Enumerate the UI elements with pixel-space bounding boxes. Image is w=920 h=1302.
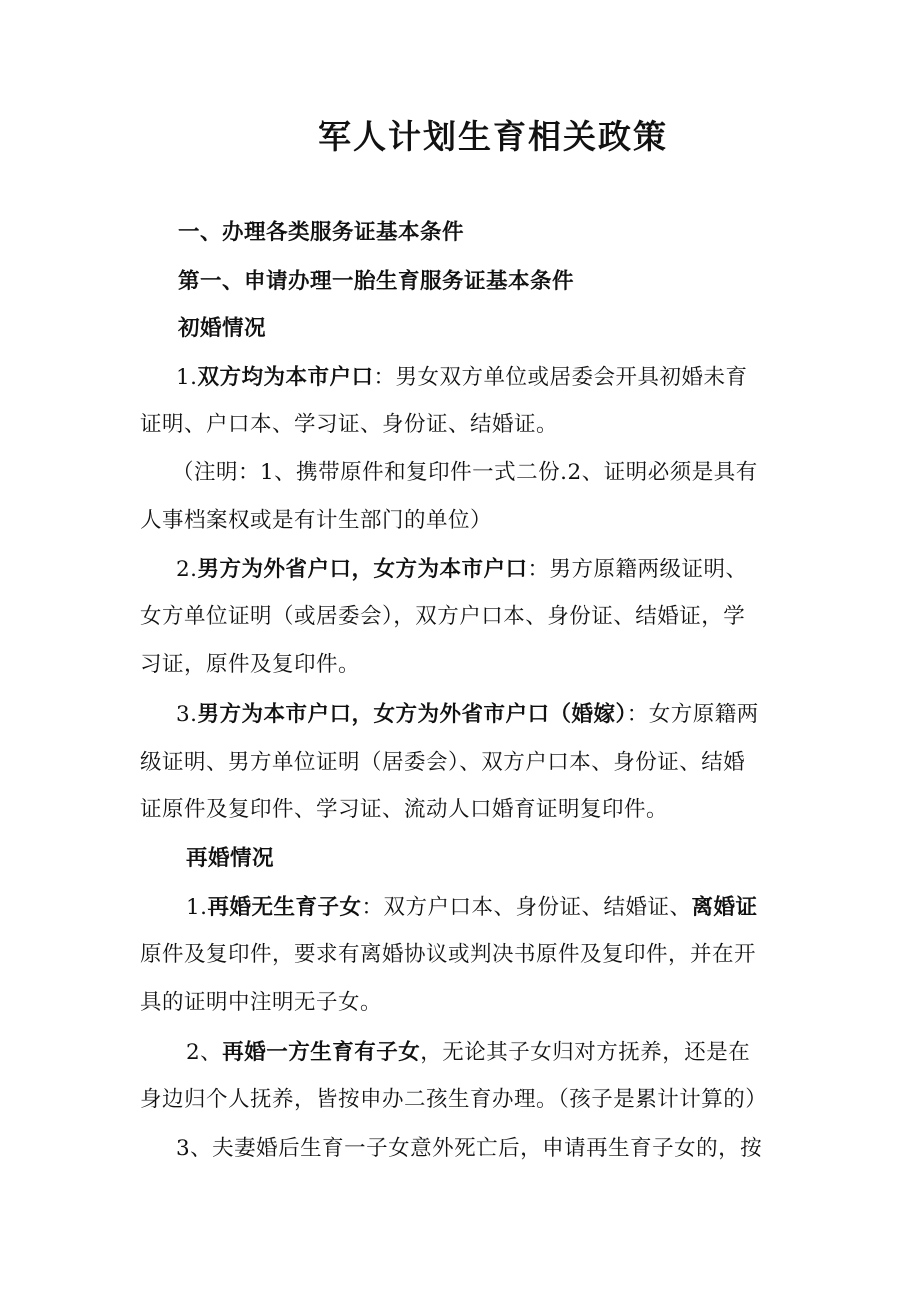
document-title: 军人计划生育相关政策 bbox=[318, 117, 668, 156]
first-marriage-item-2-line-3: 习证，原件及复印件。 bbox=[140, 652, 361, 677]
note-line-1: （注明：1、携带原件和复印件一式二份.2、证明必须是具有 bbox=[172, 460, 758, 485]
remarriage-item-1-line-1 bbox=[186, 893, 758, 923]
item-condition: 男方为本市户口，女方为外省市户口（婚嫁） bbox=[197, 702, 627, 727]
first-marriage-item-1-line-2: 证明、户口本、学习证、身份证、结婚证。 bbox=[140, 412, 559, 437]
first-marriage-heading: 初婚情况 bbox=[178, 316, 267, 341]
item-text: ，无论其子女归对方抚养，还是在 bbox=[420, 1040, 751, 1065]
item-condition: 再婚一方生育有子女 bbox=[222, 1040, 421, 1065]
remarriage-item-1-line-3: 具的证明中注明无子女。 bbox=[140, 990, 383, 1015]
section-heading-1: 一、办理各类服务证基本条件 bbox=[178, 220, 465, 245]
item-number: 3. bbox=[176, 702, 198, 727]
remarriage-item-2-line-1 bbox=[186, 1038, 750, 1068]
first-marriage-item-3-line-3: 证原件及复印件、学习证、流动人口婚育证明复印件。 bbox=[140, 797, 669, 822]
item-text: ：女方原籍两 bbox=[626, 702, 759, 727]
note-line-2: 人事档案权或是有计生部门的单位） bbox=[140, 508, 493, 533]
item-condition: 男方为外省户口，女方为本市户口 bbox=[197, 557, 528, 582]
item-number: 1. bbox=[186, 895, 208, 920]
item-number: 1. bbox=[176, 365, 198, 390]
first-marriage-item-2-line-1 bbox=[176, 555, 748, 585]
first-marriage-item-3-line-2: 级证明、男方单位证明（居委会）、双方户口本、身份证、结婚 bbox=[140, 750, 746, 775]
first-marriage-item-1-line-1 bbox=[176, 363, 748, 393]
item-number: 2、 bbox=[186, 1040, 223, 1065]
item-text: ：男方原籍两级证明、 bbox=[527, 557, 748, 582]
remarriage-item-3-line-1: 3、夫妻婚后生育一子女意外死亡后，申请再生育子女的，按 bbox=[176, 1136, 763, 1161]
first-marriage-item-2-line-2: 女方单位证明（或居委会），双方户口本、身份证、结婚证，学 bbox=[140, 604, 746, 629]
remarriage-item-1-line-2: 原件及复印件，要求有离婚协议或判决书原件及复印件，并在开 bbox=[140, 942, 757, 967]
item-text: ：男女双方单位或居委会开具初婚未育 bbox=[373, 365, 748, 390]
first-marriage-item-3-line-1 bbox=[176, 700, 759, 730]
item-condition: 再婚无生育子女 bbox=[207, 895, 362, 920]
item-number: 2. bbox=[176, 557, 198, 582]
remarriage-heading: 再婚情况 bbox=[186, 846, 275, 871]
item-condition: 双方均为本市户口 bbox=[197, 365, 374, 390]
remarriage-item-2-line-2: 身边归个人抚养，皆按申办二孩生育办理。（孩子是累计计算的） bbox=[140, 1087, 768, 1112]
item-emphasis: 离婚证 bbox=[691, 895, 758, 920]
subsection-heading-1: 第一、申请办理一胎生育服务证基本条件 bbox=[178, 269, 575, 294]
item-text: ：双方户口本、身份证、结婚证、 bbox=[361, 895, 692, 920]
